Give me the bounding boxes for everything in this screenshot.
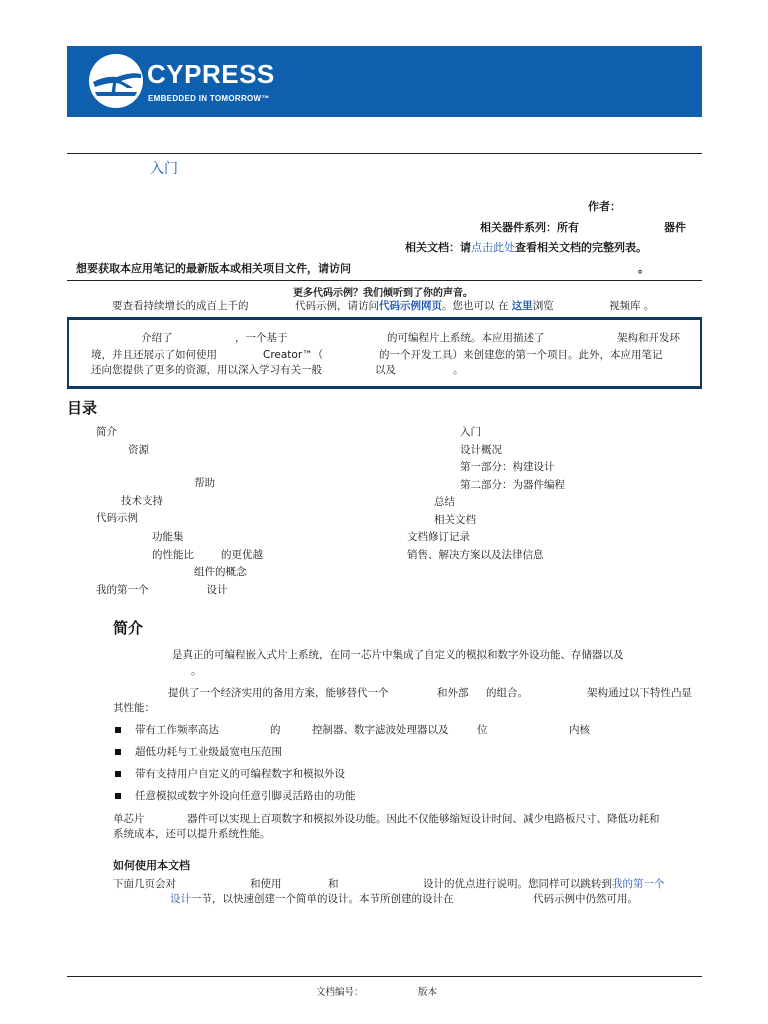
video-library-link[interactable]: 这里 bbox=[511, 300, 533, 312]
intro-p2-d: 架构通过以下特性凸显 bbox=[587, 687, 692, 699]
cypress-tree-logo-icon bbox=[87, 52, 145, 110]
abstract-bottom-bar bbox=[67, 386, 702, 389]
latest-version-note: 想要获取本应用笔记的最新版本或相关项目文件，请访问 bbox=[76, 262, 351, 275]
toc-title: 目录 bbox=[67, 399, 98, 417]
bullet3-text: 带有支持用户自定义的可编程数字和模拟外设 bbox=[135, 768, 345, 780]
related-docs-link[interactable]: 点击此处 bbox=[471, 241, 515, 254]
intro-p2-end: 其性能： bbox=[113, 702, 155, 714]
promo-text-b: 代码示例，请访问 bbox=[295, 300, 379, 312]
toc-left-item[interactable]: 代码示例 bbox=[96, 512, 138, 524]
bullet1-b: 的 bbox=[270, 724, 281, 736]
brand-tagline: EMBEDDED IN TOMORROW™ bbox=[148, 94, 270, 103]
abstract-r1-a: 介绍了 bbox=[141, 332, 173, 344]
family-suffix: 器件 bbox=[664, 221, 686, 234]
code-examples-link[interactable]: 代码示例网页 bbox=[379, 300, 442, 312]
title-rule bbox=[67, 153, 702, 154]
toc-left-item[interactable]: 功能集 bbox=[152, 531, 184, 543]
brand-name: CYPRESS bbox=[147, 59, 275, 89]
toc-right-item[interactable]: 入门 bbox=[460, 426, 481, 438]
intro-p1-b: 。 bbox=[191, 665, 202, 677]
intro-p2-b: 和外部 bbox=[437, 687, 469, 699]
bullet-marker bbox=[115, 771, 121, 777]
bullet-marker bbox=[115, 793, 121, 799]
related-docs-suffix: 查看相关文档的完整列表。 bbox=[515, 241, 647, 254]
howto-l1-c: 和 bbox=[328, 878, 339, 890]
toc-left-item[interactable]: 资源 bbox=[128, 444, 149, 456]
bullet1-a: 带有工作频率高达 bbox=[135, 724, 219, 736]
abstract-r2-a: 境，并且还展示了如何使用 bbox=[91, 349, 217, 361]
bullet1-e: 内核 bbox=[569, 724, 590, 736]
toc-right-item[interactable]: 销售、解决方案以及法律信息 bbox=[407, 549, 544, 561]
toc-left-item-part: 的性能比 bbox=[152, 549, 194, 561]
toc-right-item[interactable]: 总结 bbox=[434, 496, 455, 508]
abstract-r1-d: 架构和开发环 bbox=[617, 332, 680, 344]
howto-l1-d: 设计的优点进行说明。您同样可以跳转到 bbox=[423, 878, 612, 890]
howto-l1-b: 和使用 bbox=[250, 878, 282, 890]
bullet2-text: 超低功耗与工业级最宽电压范围 bbox=[135, 746, 282, 758]
header-banner bbox=[67, 46, 702, 117]
abstract-r2-c: 的一个开发工具）来创建您的第一个项目。此外，本应用笔记 bbox=[379, 349, 663, 361]
bullet1-c: 控制器、数字滤波处理器以及 bbox=[312, 724, 449, 736]
bullet4-text: 任意模拟或数字外设向任意引脚灵活路由的功能 bbox=[135, 790, 356, 802]
intro-p3-end: 系统成本，还可以提升系统性能。 bbox=[113, 828, 271, 840]
toc-right-item[interactable]: 第一部分：构建设计 bbox=[460, 461, 555, 473]
promo-text-e: 视频库 。 bbox=[609, 300, 655, 312]
intro-p3-a: 单芯片 bbox=[113, 813, 145, 825]
latest-version-note-end: 。 bbox=[638, 262, 649, 275]
bullet-marker bbox=[115, 727, 121, 733]
intro-p3-b: 器件可以实现上百项数字和模拟外设功能。因此不仅能够缩短设计时间、减少电路板尺寸、降低功耗和 bbox=[187, 813, 660, 825]
toc-left-item-part: 设计 bbox=[206, 584, 228, 596]
toc-right-item[interactable]: 相关文档 bbox=[434, 514, 476, 526]
toc-right-item[interactable]: 文档修订记录 bbox=[407, 531, 470, 543]
promo-text-a: 要查看持续增长的成百上千的 bbox=[112, 300, 249, 312]
design-section-link[interactable]: 设计 bbox=[170, 893, 191, 905]
abstract-r2-b: Creator™（ bbox=[263, 349, 324, 361]
related-docs-prefix: 相关文档：请 bbox=[405, 241, 471, 254]
abstract-r3-b: 以及 bbox=[375, 364, 396, 376]
intro-p2-a: 提供了一个经济实用的备用方案，能够替代一个 bbox=[168, 687, 389, 699]
footer-doc-number: 文档编号： bbox=[316, 987, 364, 998]
toc-left-item-part: 我的第一个 bbox=[96, 584, 149, 596]
toc-left-item[interactable] bbox=[96, 582, 228, 597]
toc-left-item[interactable]: 技术支持 bbox=[121, 495, 163, 507]
author-label: 作者： bbox=[588, 200, 621, 213]
toc-right-item[interactable]: 第二部分：为器件编程 bbox=[460, 479, 565, 491]
toc-right-item[interactable]: 设计概况 bbox=[460, 444, 502, 456]
abstract-r3-c: 。 bbox=[453, 364, 464, 376]
abstract-r1-b: ，一个基于 bbox=[235, 332, 288, 344]
toc-left-item[interactable]: 组件的概念 bbox=[194, 566, 247, 578]
howto-l1-a: 下面几页会对 bbox=[113, 878, 176, 890]
howto-l2-b: 代码示例中仍然可用。 bbox=[533, 893, 638, 905]
related-docs-line bbox=[405, 239, 647, 255]
promo-headline: 更多代码示例？我们倾听到了你的声音。 bbox=[293, 288, 473, 299]
footer-rule bbox=[67, 976, 702, 977]
intro-p1-a: 是真正的可编程嵌入式片上系统，在同一芯片中集成了自定义的模拟和数字外设功能、存储器以及 bbox=[172, 649, 624, 661]
howto-l2-a: 一节，以快速创建一个简单的设计。本节所创建的设计在 bbox=[191, 893, 454, 905]
howto-heading: 如何使用本文档 bbox=[113, 859, 190, 872]
toc-left-item[interactable]: 简介 bbox=[96, 426, 117, 438]
howto-l1-d-wrap bbox=[423, 876, 665, 891]
howto-l2-wrap bbox=[170, 891, 454, 906]
abstract-r3-a: 还向您提供了更多的资源，用以深入学习有关一般 bbox=[91, 364, 322, 376]
intro-p2-c: 的组合。 bbox=[486, 687, 528, 699]
family-prefix: 相关器件系列：所有 bbox=[480, 221, 579, 234]
promo-text-d: 浏览 bbox=[532, 300, 554, 312]
promo-line-2 bbox=[295, 298, 554, 313]
bullet-marker bbox=[115, 749, 121, 755]
promo-rule bbox=[67, 280, 702, 281]
toc-left-item[interactable] bbox=[152, 547, 263, 562]
bullet1-d: 位 bbox=[477, 724, 488, 736]
toc-left-item[interactable]: 帮助 bbox=[194, 477, 215, 489]
promo-text-c: 。您也可以 在 bbox=[442, 300, 509, 312]
toc-left-item-part: 的更优越 bbox=[221, 549, 263, 561]
footer-revision: 版本 bbox=[418, 987, 438, 998]
page-title: 入门 bbox=[150, 161, 178, 177]
intro-heading: 简介 bbox=[113, 619, 144, 637]
promo-line bbox=[112, 298, 249, 313]
abstract-r1-c: 的可编程片上系统。本应用描述了 bbox=[387, 332, 545, 344]
my-first-design-link[interactable]: 我的第一个 bbox=[612, 878, 665, 890]
